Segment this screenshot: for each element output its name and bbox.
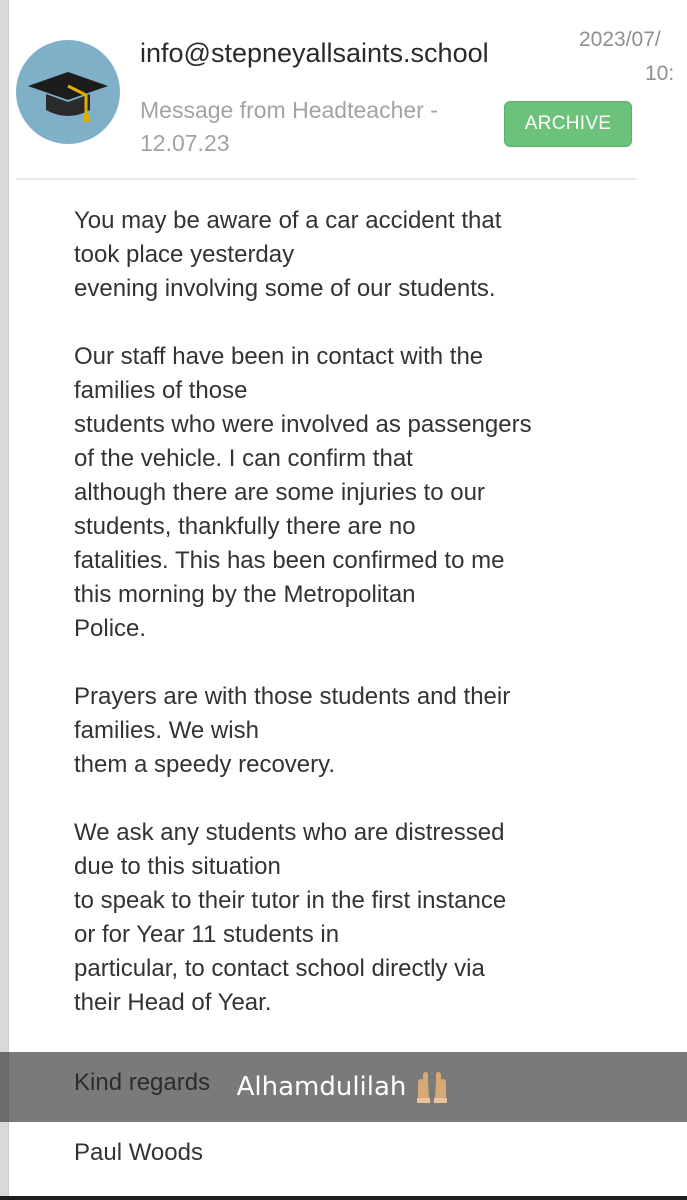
body-line: families. We wish [74,717,259,744]
raised-hands-icon [414,1069,450,1105]
story-caption: Alhamdulilah [236,1072,407,1102]
archive-button[interactable]: ARCHIVE [504,101,632,147]
body-line: We ask any students who are distressed [74,819,505,846]
body-line: of the vehicle. I can confirm that [74,445,413,472]
screen-bottom-edge [0,1196,687,1200]
body-paragraph [74,340,634,646]
body-line: families of those [74,377,248,404]
body-line: their Head of Year. [74,989,272,1016]
sender-address: info@stepneyallsaints.school [140,38,489,68]
body-line: to speak to their tutor in the first instance [74,887,507,914]
body-line: this morning by the Metropolitan [74,581,416,608]
graduation-cap-icon [16,40,120,144]
body-line: due to this situation [74,853,281,880]
body-line: Prayers are with those students and their [74,683,511,710]
body-line: evening involving some of our students. [74,275,496,302]
body-line: students who were involved as passengers [74,411,532,438]
body-line: You may be aware of a car accident that [74,207,502,234]
body-line: or for Year 11 students in [74,921,340,948]
body-paragraph [74,680,634,782]
email-subject: Message from Headteacher - 12.07.23 [140,97,438,156]
email-body [74,204,634,1054]
body-line: took place yesterday [74,241,295,268]
body-line: Police. [74,615,147,642]
email-date: 2023/07/ [579,28,661,51]
sender-avatar[interactable] [16,40,120,144]
header-divider [16,178,636,180]
email-time: 10: [645,62,675,85]
body-paragraph [74,816,634,1020]
body-line: fatalities. This has been confirmed to me [74,547,505,574]
body-line: Our staff have been in contact with the [74,343,484,370]
body-line: although there are some injuries to our [74,479,485,506]
body-line: particular, to contact school directly via [74,955,485,982]
body-paragraph [74,204,634,306]
body-line: them a speedy recovery. [74,751,336,778]
story-caption-bar [0,1052,687,1122]
body-line: students, thankfully there are no [74,513,416,540]
email-signature: Paul Woods [74,1139,203,1166]
